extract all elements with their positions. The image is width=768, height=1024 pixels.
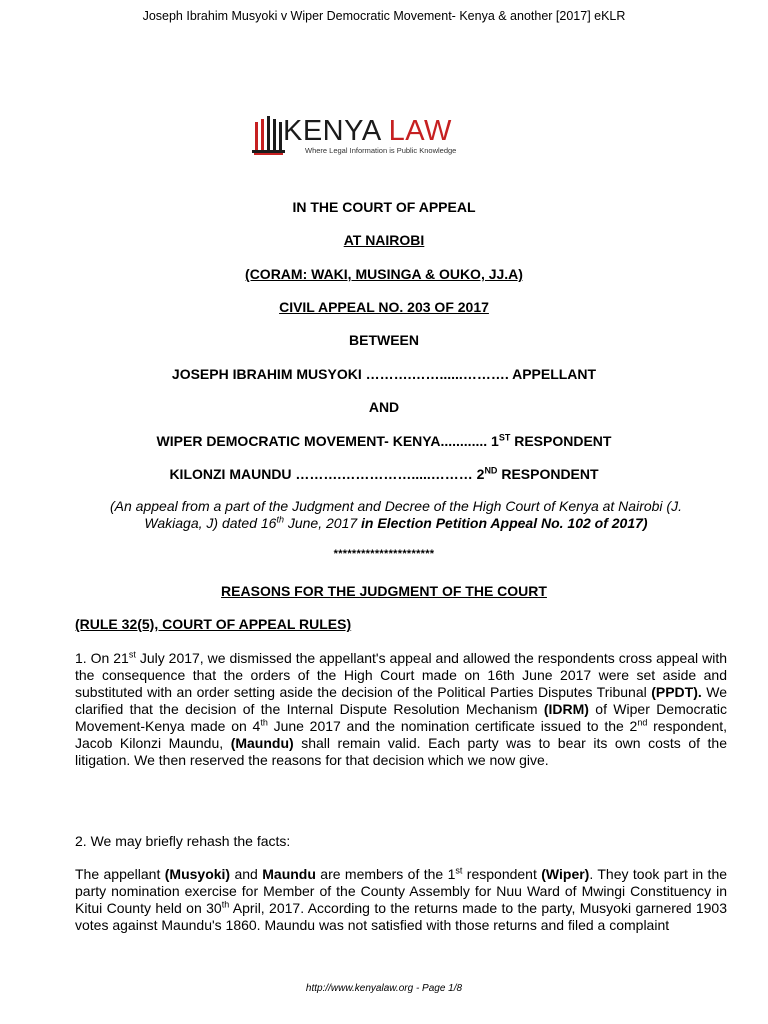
- coram: (CORAM: WAKI, MUSINGA & OUKO, JJ.A): [245, 266, 523, 282]
- kenya-law-logo: [252, 114, 467, 158]
- paragraph-1: 1. On 21st July 2017, we dismissed the appellant's appeal and allowed the respondents cross appeal with the consequence that the orders of the High Court made on 16th June 2017 were set aside and substituted with an order setting aside the decision of the Political Parties Disputes Tribunal (PPDT). We clarified that the decision of the Internal Dispute Resolution Mechanism (IDRM) of Wiper Democratic Movement-Kenya made on 4th June 2017 and the nomination certificate issued to the 2nd respondent, Jacob Kilonzi Maundu, (Maundu) shall remain valid. Each party was to bear its own costs of the litigation. We then reserved the reasons for that decision which we now give.: [75, 649, 728, 768]
- appellant-line: JOSEPH IBRAHIM MUSYOKI ……….……......………. APPELLANT: [171, 366, 597, 382]
- second-respondent-line: KILONZI MAUNDU ……….…………….....……… 2ND RESPONDENT: [169, 465, 599, 482]
- court-location: AT NAIROBI: [343, 232, 425, 248]
- paragraph-3: The appellant (Musyoki) and Maundu are members of the 1st respondent (Wiper). They took part in the party nomination exercise for Member of the County Assembly for Nuu Ward of Mwingi Constituency in Kitui County held on 30th April, 2017. According to the returns made to the party, Musyoki garnered 1903 votes against Maundu's 1860. Maundu was not satisfied with those returns and filed a complaint: [75, 865, 728, 933]
- between-label: BETWEEN: [349, 332, 419, 348]
- first-respondent-line: WIPER DEMOCRATIC MOVEMENT- KENYA............ 1ST RESPONDENT: [156, 432, 612, 449]
- appeal-description: (An appeal from a part of the Judgment and Decree of the High Court of Kenya at Nairobi (J. Wakiaga, J) dated 16th June, 2017 in Election Petition Appeal No. 102 of 2017): [110, 498, 682, 531]
- pillars-icon: [252, 116, 286, 156]
- separator-stars: **********************: [333, 548, 435, 560]
- section-title: REASONS FOR THE JUDGMENT OF THE COURT: [221, 583, 547, 599]
- paragraph-2: 2. We may briefly rehash the facts:: [75, 833, 291, 849]
- court-name: IN THE COURT OF APPEAL: [292, 199, 476, 215]
- case-number: CIVIL APPEAL NO. 203 OF 2017: [279, 299, 489, 315]
- logo-wordmark: KENYA LAW: [283, 115, 452, 147]
- page-footer: http://www.kenyalaw.org - Page 1/8: [305, 983, 463, 994]
- logo-tagline: Where Legal Information is Public Knowledge: [305, 146, 457, 155]
- running-header: Joseph Ibrahim Musyoki v Wiper Democratic Movement- Kenya & another [2017] eKLR: [142, 9, 626, 23]
- rule-title: (RULE 32(5), COURT OF APPEAL RULES): [75, 616, 352, 632]
- and-label: AND: [368, 399, 400, 415]
